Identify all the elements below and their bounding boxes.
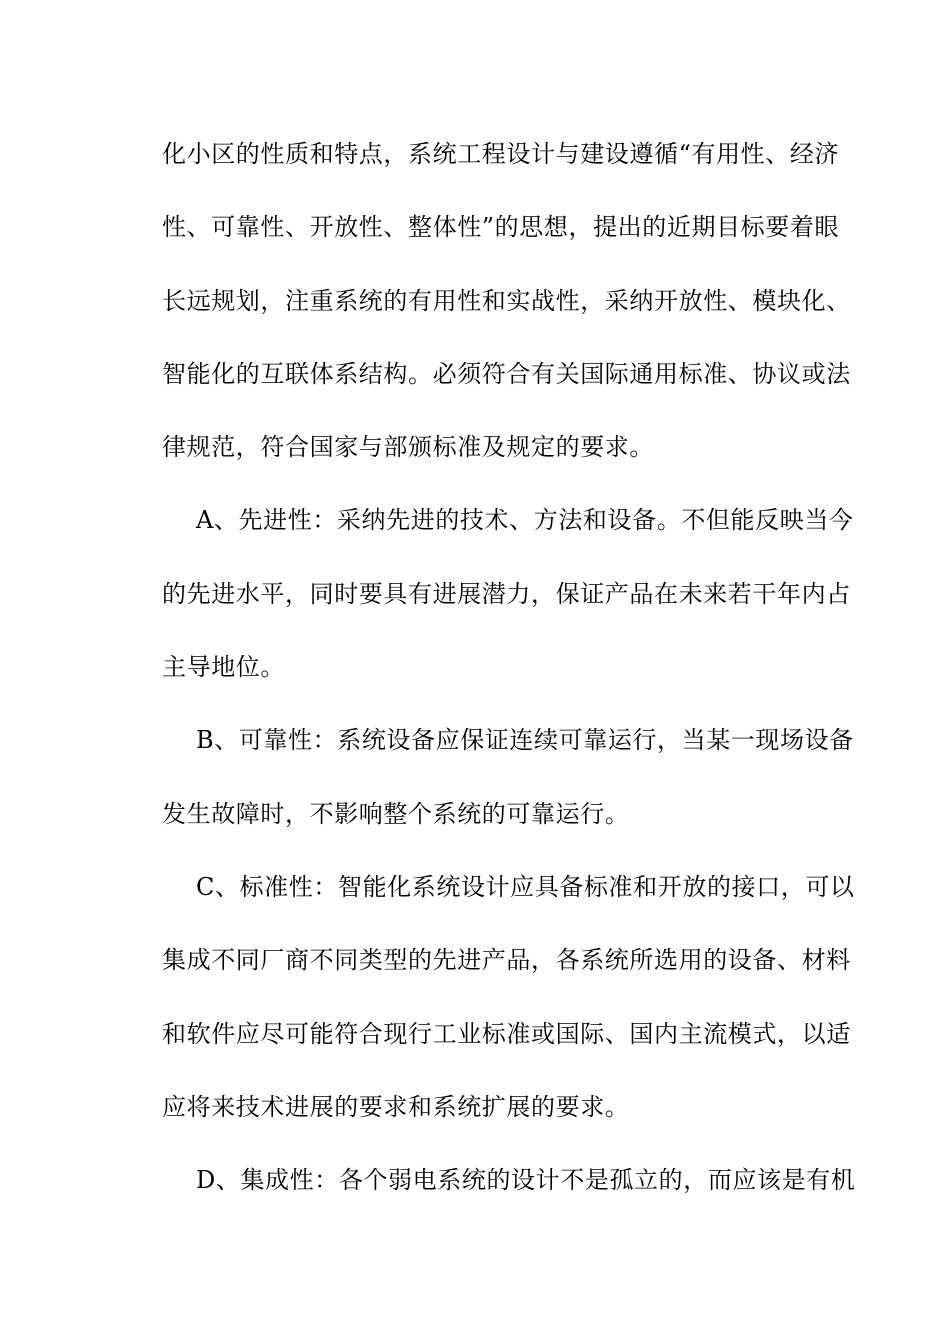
- document-body: [162, 130, 856, 1229]
- section-c-line: C、标准性：智能化系统设计应具备标准和开放的接口，可以: [196, 872, 855, 901]
- paragraph-line: 律规范，符合国家与部颁标准及规定的要求。: [162, 433, 654, 462]
- section-b-line: B、可靠性：系统设备应保证连续可靠运行，当某一现场设备: [196, 726, 854, 755]
- paragraph-line: 智能化的互联体系结构。必须符合有关国际通用标准、协议或法: [162, 359, 851, 388]
- paragraph-line: 发生故障时，不影响整个系统的可靠运行。: [162, 799, 630, 828]
- paragraph-line: 性、可靠性、开放性、整体性”的思想，提出的近期目标要着眼: [162, 213, 840, 242]
- paragraph-line: 集成不同厂商不同类型的先进产品，各系统所选用的设备、材料: [162, 946, 851, 975]
- paragraph-line: 的先进水平，同时要具有进展潜力，保证产品在未来若干年内占: [162, 579, 851, 608]
- paragraph-line: 和软件应尽可能符合现行工业标准或国际、国内主流模式，以适: [162, 1019, 851, 1048]
- paragraph-line: 化小区的性质和特点，系统工程设计与建设遵循“有用性、经济: [162, 140, 840, 168]
- section-d-line: D、集成性：各个弱电系统的设计不是孤立的，而应该是有机: [196, 1166, 856, 1195]
- section-a-line: A、先进性：采纳先进的技术、方法和设备。不但能反映当今: [196, 506, 854, 535]
- paragraph-line: 主导地位。: [162, 653, 285, 682]
- paragraph-line: 应将来技术进展的要求和系统扩展的要求。: [162, 1092, 630, 1121]
- paragraph-line: 长远规划，注重系统的有用性和实战性，采纳开放性、模块化、: [162, 286, 851, 315]
